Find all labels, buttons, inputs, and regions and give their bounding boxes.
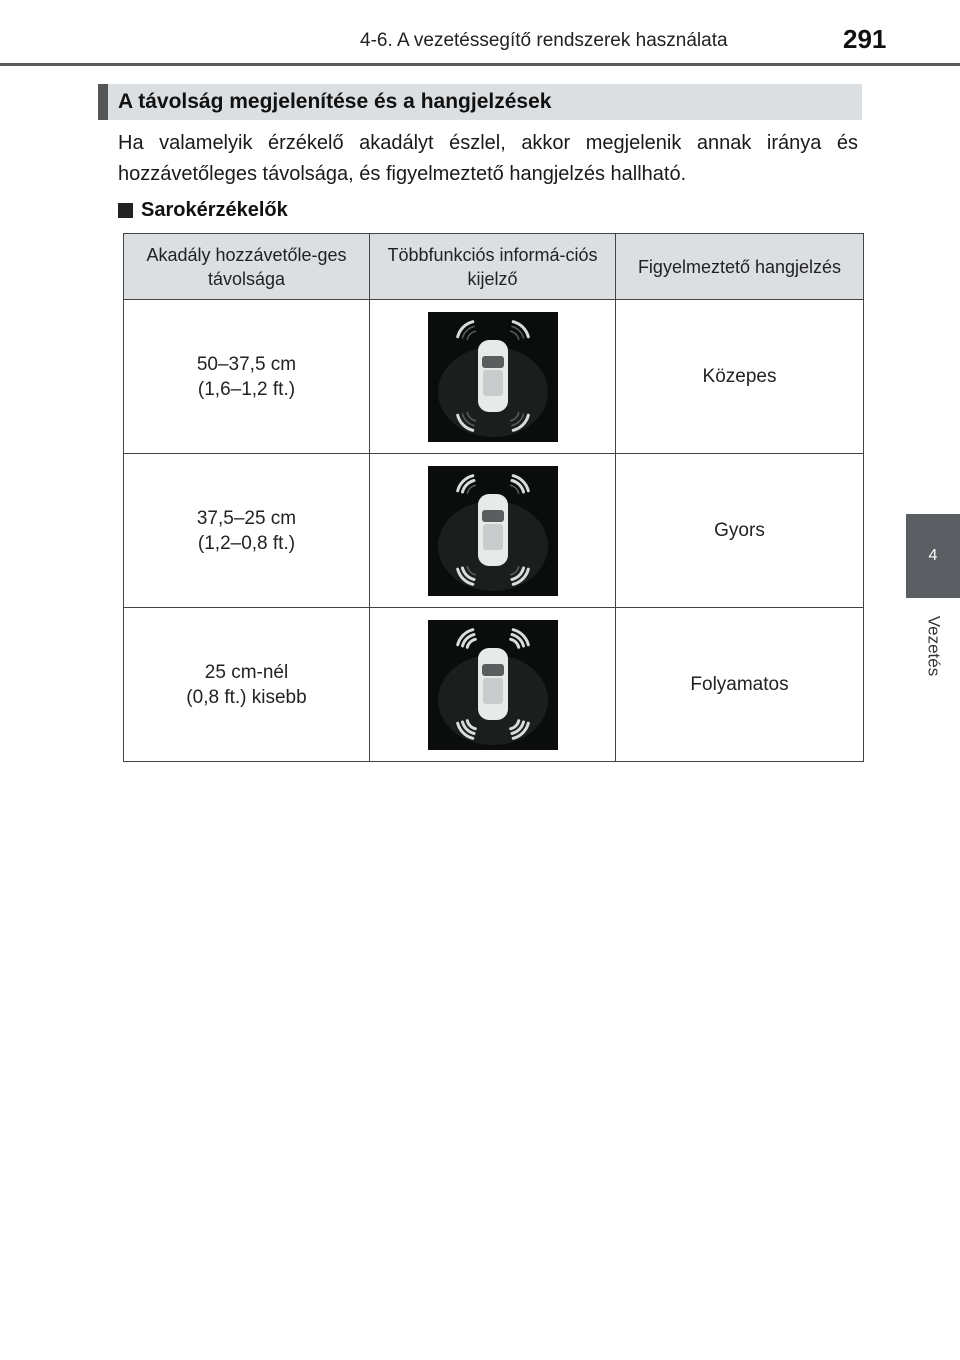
chapter-label-container xyxy=(906,606,960,686)
display-cell xyxy=(370,300,616,454)
section-heading-bar xyxy=(98,84,862,120)
display-cell xyxy=(370,608,616,762)
header-section-title: 4-6. A vezetéssegítő rendszerek használata xyxy=(360,30,728,51)
chapter-number: 4 xyxy=(928,547,938,564)
buzzer-text: Gyors xyxy=(714,520,765,541)
car-parking-sensor-display-icon xyxy=(428,620,558,750)
section-title: A távolság megjelenítése és a hangjelzések xyxy=(118,90,552,113)
distance-range: 50–37,5 cm xyxy=(196,353,297,375)
subheading xyxy=(118,199,288,222)
square-bullet-icon xyxy=(118,203,133,218)
display-cell xyxy=(370,454,616,608)
distance-cell xyxy=(124,454,370,608)
table-body xyxy=(124,300,864,762)
distance-text xyxy=(197,506,296,556)
distance-range-feet: (0,8 ft.) kisebb xyxy=(186,686,307,708)
car-parking-sensor-display-icon xyxy=(428,312,558,442)
distance-range-feet: (1,2–0,8 ft.) xyxy=(197,532,296,554)
buzzer-cell xyxy=(616,608,864,762)
subheading-text: Sarokérzékelők xyxy=(141,199,288,221)
distance-cell xyxy=(124,608,370,762)
distance-cell xyxy=(124,300,370,454)
chapter-tab[interactable] xyxy=(906,514,960,598)
buzzer-cell xyxy=(616,300,864,454)
header-divider xyxy=(0,63,960,66)
table-row xyxy=(124,454,864,608)
table-row xyxy=(124,300,864,454)
intro-paragraph: Ha valamelyik érzékelő akadályt észlel, akkor megjelenik annak iránya és hozzávetőleges távolsága, és figyelmeztető hangjelzés hallható. xyxy=(118,132,858,185)
distance-text xyxy=(197,352,296,402)
distance-range: 25 cm-nél xyxy=(204,661,289,683)
column-header-display: Többfunkciós informá-ciós kijelző xyxy=(370,234,616,300)
sensor-distance-table xyxy=(123,233,864,762)
column-header-buzzer: Figyelmeztető hangjelzés xyxy=(616,234,864,300)
distance-range-feet: (1,6–1,2 ft.) xyxy=(197,378,296,400)
distance-range: 37,5–25 cm xyxy=(196,507,297,529)
chapter-label: Vezetés xyxy=(924,615,943,677)
page-number: 291 xyxy=(843,24,887,54)
table-header-row xyxy=(124,234,864,300)
car-parking-sensor-display-icon xyxy=(428,466,558,596)
distance-text xyxy=(186,660,306,710)
buzzer-cell xyxy=(616,454,864,608)
buzzer-text: Folyamatos xyxy=(690,674,789,695)
buzzer-text: Közepes xyxy=(702,366,777,387)
table-row xyxy=(124,608,864,762)
column-header-distance: Akadály hozzávetőle-ges távolsága xyxy=(124,234,370,300)
